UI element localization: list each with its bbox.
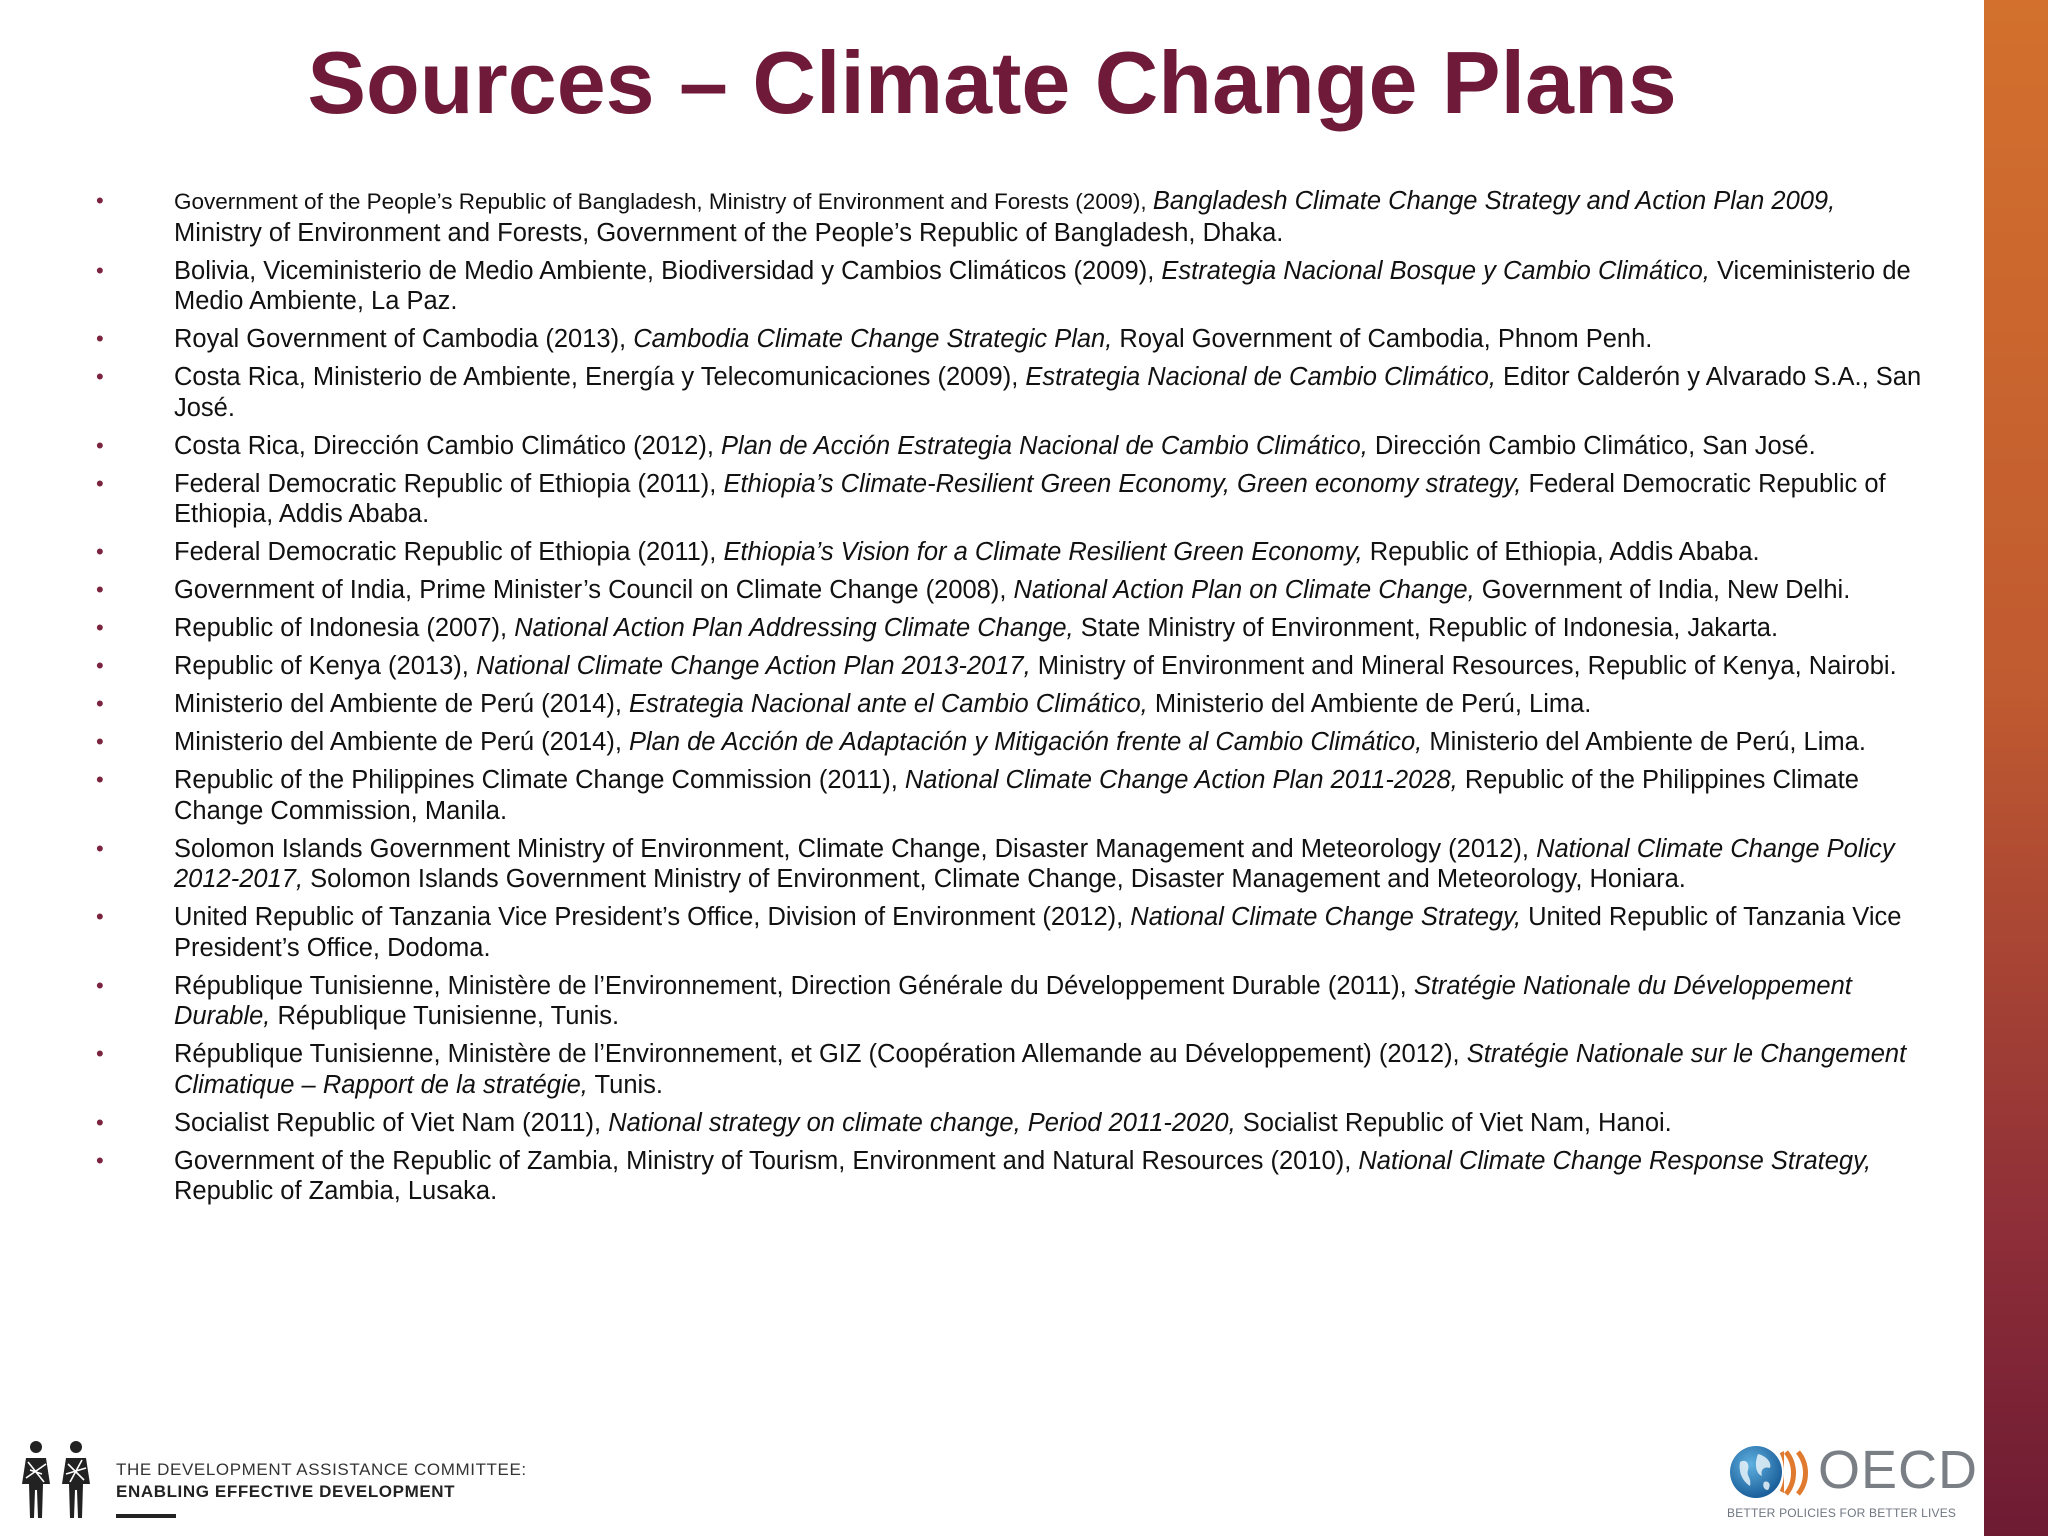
reference-title: Plan de Acción de Adaptación y Mitigación frente al Cambio Climático, [629, 728, 1423, 756]
reference-author: Government of the People’s Republic of Bangladesh, Ministry of Environment and Forests (2009), [174, 189, 1153, 214]
bullet-marker: • [96, 615, 104, 640]
reference-item [96, 971, 1926, 1032]
two-people-icon [16, 1438, 98, 1520]
bullet-marker: • [96, 972, 104, 998]
reference-item [96, 256, 1926, 317]
bullet-marker: • [96, 470, 104, 496]
reference-author: Bolivia, Viceministerio de Medio Ambiente, Biodiversidad y Cambios Climáticos (2009), [174, 256, 1162, 285]
reference-title: Estrategia Nacional de Cambio Climático, [1025, 363, 1496, 391]
reference-item [96, 689, 1926, 720]
reference-item [96, 431, 1926, 462]
reference-author: Ministerio del Ambiente de Perú (2014), [174, 690, 629, 718]
reference-title: Bangladesh Climate Change Strategy and Action Plan 2009, [1152, 187, 1836, 215]
reference-item [96, 186, 1926, 248]
oecd-wordmark: OECD [1818, 1440, 1979, 1500]
reference-item [96, 834, 1926, 895]
reference-author: United Republic of Tanzania Vice President’s Office, Division of Environment (2012), [174, 903, 1131, 931]
reference-title: National Action Plan Addressing Climate Change, [514, 614, 1074, 642]
reference-author: Republic of the Philippines Climate Change Commission (2011), [174, 766, 905, 794]
reference-item [96, 727, 1926, 758]
bullet-marker: • [96, 835, 104, 861]
reference-publisher: Ministerio del Ambiente de Perú, Lima. [1422, 728, 1866, 756]
reference-title: Plan de Acción Estrategia Nacional de Cambio Climático, [721, 431, 1368, 460]
reference-title: National Climate Change Action Plan 2013-2017, [475, 652, 1031, 680]
side-accent-bar [1984, 0, 2048, 1536]
reference-title: National Climate Change Strategy, [1130, 903, 1522, 931]
dac-footer-logo [16, 1438, 576, 1518]
bullet-marker: • [96, 364, 104, 389]
reference-item [96, 651, 1926, 682]
reference-item [96, 362, 1926, 423]
bullet-marker: • [96, 691, 104, 716]
reference-author: Costa Rica, Dirección Cambio Climático (2012), [174, 431, 722, 460]
dac-subtitle-line: ENABLING EFFECTIVE DEVELOPMENT [116, 1482, 456, 1501]
reference-author: Ministerio del Ambiente de Perú (2014), [174, 728, 629, 756]
reference-item [96, 765, 1926, 826]
reference-publisher: Socialist Republic of Viet Nam, Hanoi. [1235, 1108, 1672, 1137]
reference-title: Stratégie Nationale du Développement Durable, [174, 971, 1852, 1030]
bullet-marker: • [96, 1041, 104, 1066]
reference-item [96, 469, 1926, 530]
reference-publisher: Solomon Islands Government Ministry of Environment, Climate Change, Disaster Management and Meteorology, Honiara. [303, 865, 1686, 893]
reference-item [96, 1146, 1926, 1207]
bullet-marker: • [96, 653, 104, 678]
bullet-marker: • [96, 188, 104, 213]
oecd-globe-icon [1728, 1444, 1784, 1500]
reference-publisher: Republic of the Philippines Climate Change Commission, Manila. [174, 766, 1859, 825]
reference-publisher: Federal Democratic Republic of Ethiopia, Addis Ababa. [174, 469, 1886, 528]
reference-author: Costa Rica, Ministerio de Ambiente, Energía y Telecomunicaciones (2009), [174, 363, 1026, 391]
reference-title: Ethiopia’s Vision for a Climate Resilient Green Economy, [723, 538, 1363, 566]
reference-title: Ethiopia’s Climate-Resilient Green Economy, Green economy strategy, [723, 469, 1522, 498]
reference-item [96, 324, 1926, 355]
reference-author: Republic of Kenya (2013), [174, 652, 476, 680]
reference-title: Estrategia Nacional Bosque y Cambio Climático, [1161, 256, 1710, 285]
reference-publisher: Republic of Ethiopia, Addis Ababa. [1362, 538, 1760, 566]
reference-publisher: Viceministerio de Medio Ambiente, La Paz. [174, 256, 1911, 315]
reference-publisher: Ministry of Environment and Forests, Government of the People’s Republic of Bangladesh, Dhaka. [174, 218, 1284, 247]
reference-title: National Action Plan on Climate Change, [1013, 576, 1475, 604]
oecd-tagline: BETTER POLICIES FOR BETTER LIVES [1727, 1506, 1957, 1520]
reference-publisher: Ministerio del Ambiente de Perú, Lima. [1147, 690, 1592, 718]
reference-publisher: Editor Calderón y Alvarado S.A., San José. [174, 363, 1922, 422]
reference-item [96, 613, 1926, 644]
reference-publisher: Ministry of Environment and Mineral Resources, Republic of Kenya, Nairobi. [1030, 652, 1897, 680]
dac-title-line: THE DEVELOPMENT ASSISTANCE COMMITTEE: [116, 1460, 527, 1479]
reference-publisher: Government of India, New Delhi. [1474, 576, 1851, 604]
bullet-marker: • [96, 1109, 104, 1135]
bullet-marker: • [96, 432, 104, 458]
reference-item [96, 537, 1926, 568]
page-title: Sources – Climate Change Plans [307, 33, 1677, 132]
reference-list [96, 186, 1926, 1214]
reference-title: National Climate Change Action Plan 2011-2028, [904, 766, 1458, 794]
bullet-marker: • [96, 904, 104, 929]
bullet-marker: • [96, 729, 104, 754]
dac-underline [116, 1514, 176, 1518]
reference-author: Solomon Islands Government Ministry of Environment, Climate Change, Disaster Management and Meteorology (2012), [174, 834, 1537, 863]
reference-publisher: République Tunisienne, Tunis. [270, 1002, 620, 1030]
reference-item [96, 575, 1926, 606]
reference-title: Estrategia Nacional ante el Cambio Climático, [629, 690, 1148, 718]
reference-publisher: Dirección Cambio Climático, San José. [1367, 431, 1816, 460]
reference-author: Socialist Republic of Viet Nam (2011), [174, 1108, 609, 1137]
oecd-logo [1724, 1438, 1979, 1520]
reference-author: Federal Democratic Republic of Ethiopia (2011), [174, 469, 724, 498]
reference-author: Royal Government of Cambodia (2013), [174, 325, 634, 353]
reference-title: Cambodia Climate Change Strategic Plan, [633, 325, 1113, 353]
reference-item [96, 902, 1926, 963]
reference-title: National strategy on climate change, Period 2011-2020, [608, 1108, 1236, 1137]
reference-publisher: Republic of Zambia, Lusaka. [174, 1177, 498, 1205]
oecd-arcs-icon [1782, 1448, 1816, 1498]
reference-publisher: Royal Government of Cambodia, Phnom Penh. [1112, 325, 1653, 353]
reference-title: Stratégie Nationale sur le Changement Climatique – Rapport de la stratégie, [174, 1040, 1907, 1099]
reference-item [96, 1039, 1926, 1100]
reference-author: République Tunisienne, Ministère de l’Environnement, Direction Générale du Développement Durable (2011), [174, 971, 1414, 1000]
reference-publisher: Tunis. [587, 1070, 664, 1099]
bullet-marker: • [96, 539, 104, 564]
bullet-marker: • [96, 326, 104, 351]
reference-author: République Tunisienne, Ministère de l’Environnement, et GIZ (Coopération Allemande au Développement) (2012), [174, 1040, 1467, 1068]
bullet-marker: • [96, 257, 104, 283]
reference-author: Republic of Indonesia (2007), [174, 614, 515, 642]
reference-author: Government of India, Prime Minister’s Council on Climate Change (2008), [174, 576, 1014, 604]
bullet-marker: • [96, 577, 104, 602]
reference-title: National Climate Change Response Strategy, [1358, 1146, 1872, 1175]
reference-author: Government of the Republic of Zambia, Ministry of Tourism, Environment and Natural Resources (2010), [174, 1146, 1359, 1175]
reference-title: National Climate Change Policy 2012-2017, [174, 834, 1895, 893]
reference-author: Federal Democratic Republic of Ethiopia (2011), [174, 538, 724, 566]
reference-item [96, 1108, 1926, 1139]
bullet-marker: • [96, 767, 104, 792]
reference-publisher: State Ministry of Environment, Republic of Indonesia, Jakarta. [1073, 614, 1779, 642]
reference-publisher: United Republic of Tanzania Vice President’s Office, Dodoma. [174, 903, 1902, 962]
bullet-marker: • [96, 1147, 104, 1173]
